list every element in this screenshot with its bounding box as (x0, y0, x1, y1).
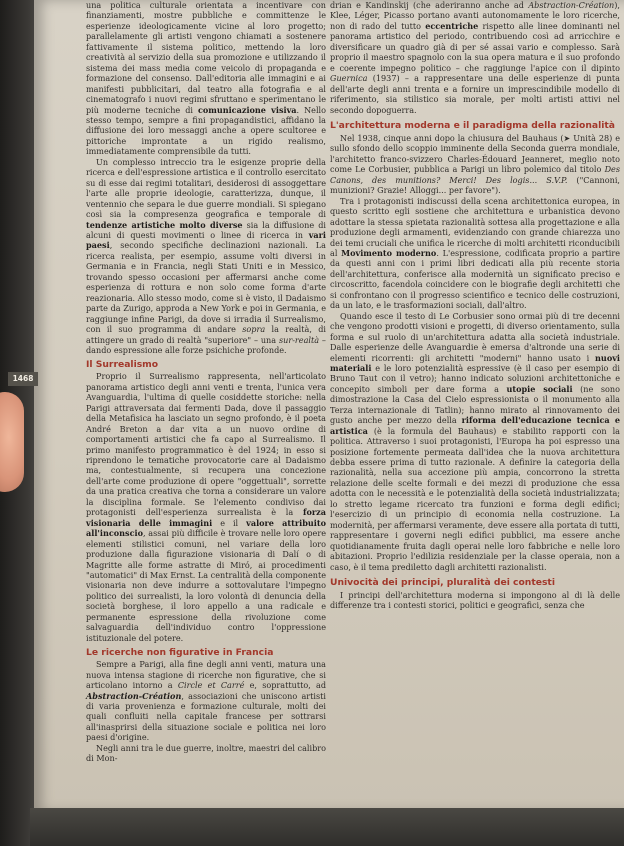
right-column (330, 0, 620, 611)
right-intro-paragraph: drian e Kandinskij (che aderiranno anche ad Abstraction-Création), Klee, Léger, Picasso portano avanti autonomamente le loro ricerche, non di rado del tutto eccentriche rispetto alle linee dominanti nel panorama artistico del periodo, contribuendo così ad arricchire e diversificare un quadro già di per sé assai vario e complesso. Sarà proprio il maestro spagnolo con la sua opera matura e il suo profondo e coerente impegno politico – che raggiunge l'apice con il dipinto Guernica (1937) – a rappresentare una delle esperienze di punta dell'arte degli anni trenta e a fornire un imprescindibile modello di riferimento, sia stilistico sia morale, per molti artisti attivi nel secondo dopoguerra. (330, 0, 620, 115)
section-heading-principi: Univocità dei principi, pluralità dei contesti (330, 577, 555, 589)
italic-term: Des Canons, des munitions? Merci! Des logis... S.V.P. (330, 164, 620, 185)
page-number: 1468 (8, 372, 38, 386)
bold-italic-term: Abstraction-Création (86, 690, 182, 701)
italic-term: Abstraction-Création (528, 0, 615, 10)
bold-term: comunicazione visiva (197, 104, 297, 115)
left-intro-paragraph: una politica culturale orientata a incentivare con finanziamenti, mostre pubbliche e committenze le esperienze ideologicamente vicine al loro progetto; parallelamente gli artisti vengono chiamati a sostenere fattivamente il sistema politico, mettendo la loro creatività al servizio della sua promozione e utilizzando il sistema dei mass media come veicolo di propaganda e formazione del consenso. Dall'editoria alle immagini e ai manifesti pubblicitari, dal teatro alla fotografia e al cinematografo i nuovi regimi sfruttano e sperimentano le più moderne tecniche di comunicazione visiva. Nello stesso tempo, sempre a fini propagandistici, affidano la diffusione dei loro messaggi anche a opere scultoree e pittoriche improntate a un rigido realismo, immediatamente comprensibile da tutti. (86, 0, 326, 157)
italic-term: Circle et Carré (177, 680, 245, 691)
left-paragraph-non-figurative: Sempre a Parigi, alla fine degli anni venti, matura una nuova intensa stagione di ricerche non figurative, che si articolano intorno a Circle et Carré e, soprattutto, ad Abstraction-Création, associazioni che uniscono artisti di varia provenienza e formazione culturale, molti dei quali confluiti nella capitale francese per sottrarsi all'inasprirsi della situazione sociale e politica nei loro paesi d'origine. (86, 659, 326, 743)
bold-term: valore attribuito all'inconscio (86, 517, 326, 539)
bold-term: forza visionaria delle immagini (86, 507, 326, 528)
bold-term: vari paesi (86, 229, 326, 251)
bold-term: tendenze artistiche molto diverse (86, 219, 243, 230)
section-heading-non-figurative: Le ricerche non figurative in Francia (86, 647, 274, 659)
right-paragraph-le-corbusier: Nel 1938, cinque anni dopo la chiusura del Bauhaus (➤ Unità 28) e sullo sfondo dello scoppio imminente della Seconda guerra mondiale, l'architetto franco-svizzero Charles-Édouard Jeanneret, meglio noto come Le Corbusier, pubblica a Parigi un libro polemico dal titolo Des Canons, des munitions? Merci! Des logis... S.V.P. ("Cannoni, munizioni? Grazie! Alloggi... per favore"). (330, 132, 620, 196)
textbook-page (34, 0, 624, 812)
left-column (86, 0, 326, 764)
bold-term: utopie sociali (506, 383, 573, 394)
left-paragraph-masters: Negli anni tra le due guerre, inoltre, maestri del calibro di Mon- (86, 742, 326, 764)
italic-term: sur-realtà (278, 334, 320, 345)
bold-term: riforma dell'educazione tecnica e artistica (330, 415, 620, 436)
holding-thumb (0, 392, 24, 492)
bold-term: Movimento moderno (341, 247, 437, 258)
italic-term: Guernica (330, 73, 368, 84)
section-heading-surrealismo: Il Surrealismo (86, 359, 159, 371)
bold-term: nuovi materiali (330, 352, 620, 373)
bold-term: eccentriche (425, 20, 479, 31)
italic-term: sopra (242, 324, 266, 335)
section-heading-architettura: L'architettura moderna e il paradigma della razionalità (330, 119, 615, 131)
right-paragraph-razionalita: Quando esce il testo di Le Corbusier sono ormai più di tre decenni che vengono prodotti visioni e progetti, di diverso orientamento, sulla forma e sul ruolo di un'architettura adatta alla società industriale. Dalle esperienze delle Avanguardie è emersa d'altronde una serie di elementi ricorrenti: gli architetti "moderni" hanno usato i nuovi materiali e le loro potenzialità espressive (è il caso per esempio di Bruno Taut con il vetro); hanno indicato soluzioni architettoniche e concepito simboli per dare forma a utopie sociali (ne sono dimostrazione la Casa del Cielo espressionista o il monumento alla Terza internazionale di Tatlin); hanno mirato al rinnovamento dei gusto anche per mezzo della riforma dell'educazione tecnica e artistica (è la formula del Bauhaus) e stabilito rapporti con la politica. Attraverso i suoi protagonisti, l'Europa ha poi espresso una posizione fortemente permeata dall'idea che la nuova architettura debba essere prima di tutto razionale. A definire la categoria della razionalità, nella sua accezione più ampia, concorrono la stretta relazione delle scelte formali e dei mezzi di produzione che essa adotta con le necessità e le potenzialità della società industrializzata; lo stretto legame ricercato tra funzioni e forma degli edifici; l'esercizio di un principio di economia nella costruzione. La modernità, per affermarsi veramente, deve essere alla portata di tutti, rappresentare i governi negli edifici pubblici, ma essere anche quotidianamente fruita dagli operai nelle loro fabbriche e nelle loro abitazioni. Proprio l'edilizia residenziale per la classe operaia, non a caso, è il tema prediletto dagli architetti razionalisti. (330, 310, 620, 572)
page-stack-below (30, 808, 624, 846)
right-paragraph-principi: I principi dell'architettura moderna si impongono al di là delle differenze tra i contesti storici, politici e geografici, senza che (330, 590, 620, 611)
left-paragraph-regimes: Un complesso intreccio tra le esigenze proprie della ricerca e dell'espressione artistica e il controllo esercitato su di esse dai regimi totalitari, desiderosi di assoggettare l'arte alle proprie ideologie, caratterizza, dunque, il ventennio che separa le due guerre mondiali. Si spiegano così sia la compresenza geografica e temporale di tendenze artistiche molto diverse sia la diffusione di alcuni di questi movimenti o linee di ricerca in vari paesi, secondo specifiche declinazioni nazionali. La ricerca realista, per esempio, assume volti diversi in Germania e in Francia, negli Stati Uniti e in Messico, trovando spesso occasioni per affermarsi anche come esperienza di rottura e non solo come forma d'arte reazionaria. Allo stesso modo, come si è visto, il Dadaismo parte da Zurigo, approda a New York e poi in Germania, e raggiunge infine Parigi, da dove si irradia il Surrealismo, con il suo programma di andare sopra la realtà, di attingere un grado di realtà "superiore" – una sur-realtà – dando espressione alle forze psichiche profonde. (86, 156, 326, 355)
right-paragraph-movimento-moderno: Tra i protagonisti indiscussi della scena architettonica europea, in questo scritto egli sostiene che architettura e urbanistica devono adottare la stessa spietata razionalità sottesa alla progettazione e alla produzione degli armamenti, evidenziando con grande chiarezza uno dei temi cruciali che unifica le ricerche di molti architetti riconducibili al Movimento moderno. L'espressione, codificata proprio a partire da questi anni con i primi libri dedicati alla più recente storia dell'architettura, conferisce alla modernità un significato preciso e circoscritto, facendola coincidere con le biografie degli architetti che si confrontano con il progresso scientifico e tecnico delle costruzioni, da un lato, e le trasformazioni sociali, dall'altro. (330, 195, 620, 311)
left-paragraph-surrealismo: Proprio il Surrealismo rappresenta, nell'articolato panorama artistico degli anni venti e trenta, l'unica vera Avanguardia, l'ultima di quelle cosiddette storiche: nella Parigi attraversata dai fermenti Dada, dove il passaggio della Metafisica ha lasciato un segno profondo, è il poeta André Breton a dar vita a un nuovo ordine di comportamenti artistici che fa capo al Surrealismo. Il primo manifesto programmatico è del 1924; in esso si riprendono le tematiche provocatorie care al Dadaismo ma, contestualmente, si recupera una concezione dell'arte come produzione di opere "oggettuali", sorrette da una pratica creativa che torna a considerare un valore la disciplina formale. Se l'elemento condiviso dai protagonisti dell'esperienza surrealista è la forza visionaria delle immagini e il valore attribuito all'inconscio, assai più difficile è trovare nelle loro opere elementi stilistici comuni, nel variare della loro produzione dalla figurazione visionaria di Dalí o di Magritte alle forme astratte di Miró, ai procedimenti "automatici" di Max Ernst. La centralità della componente visionaria non deve indurre a sottovalutare l'impegno politico dei surrealisti, la loro volontà di denuncia della società borghese, il loro appello a una radicale e permanente espressione della rivoluzione come salvaguardia dell'individuo contro l'oppressione istituzionale del potere. (86, 371, 326, 643)
